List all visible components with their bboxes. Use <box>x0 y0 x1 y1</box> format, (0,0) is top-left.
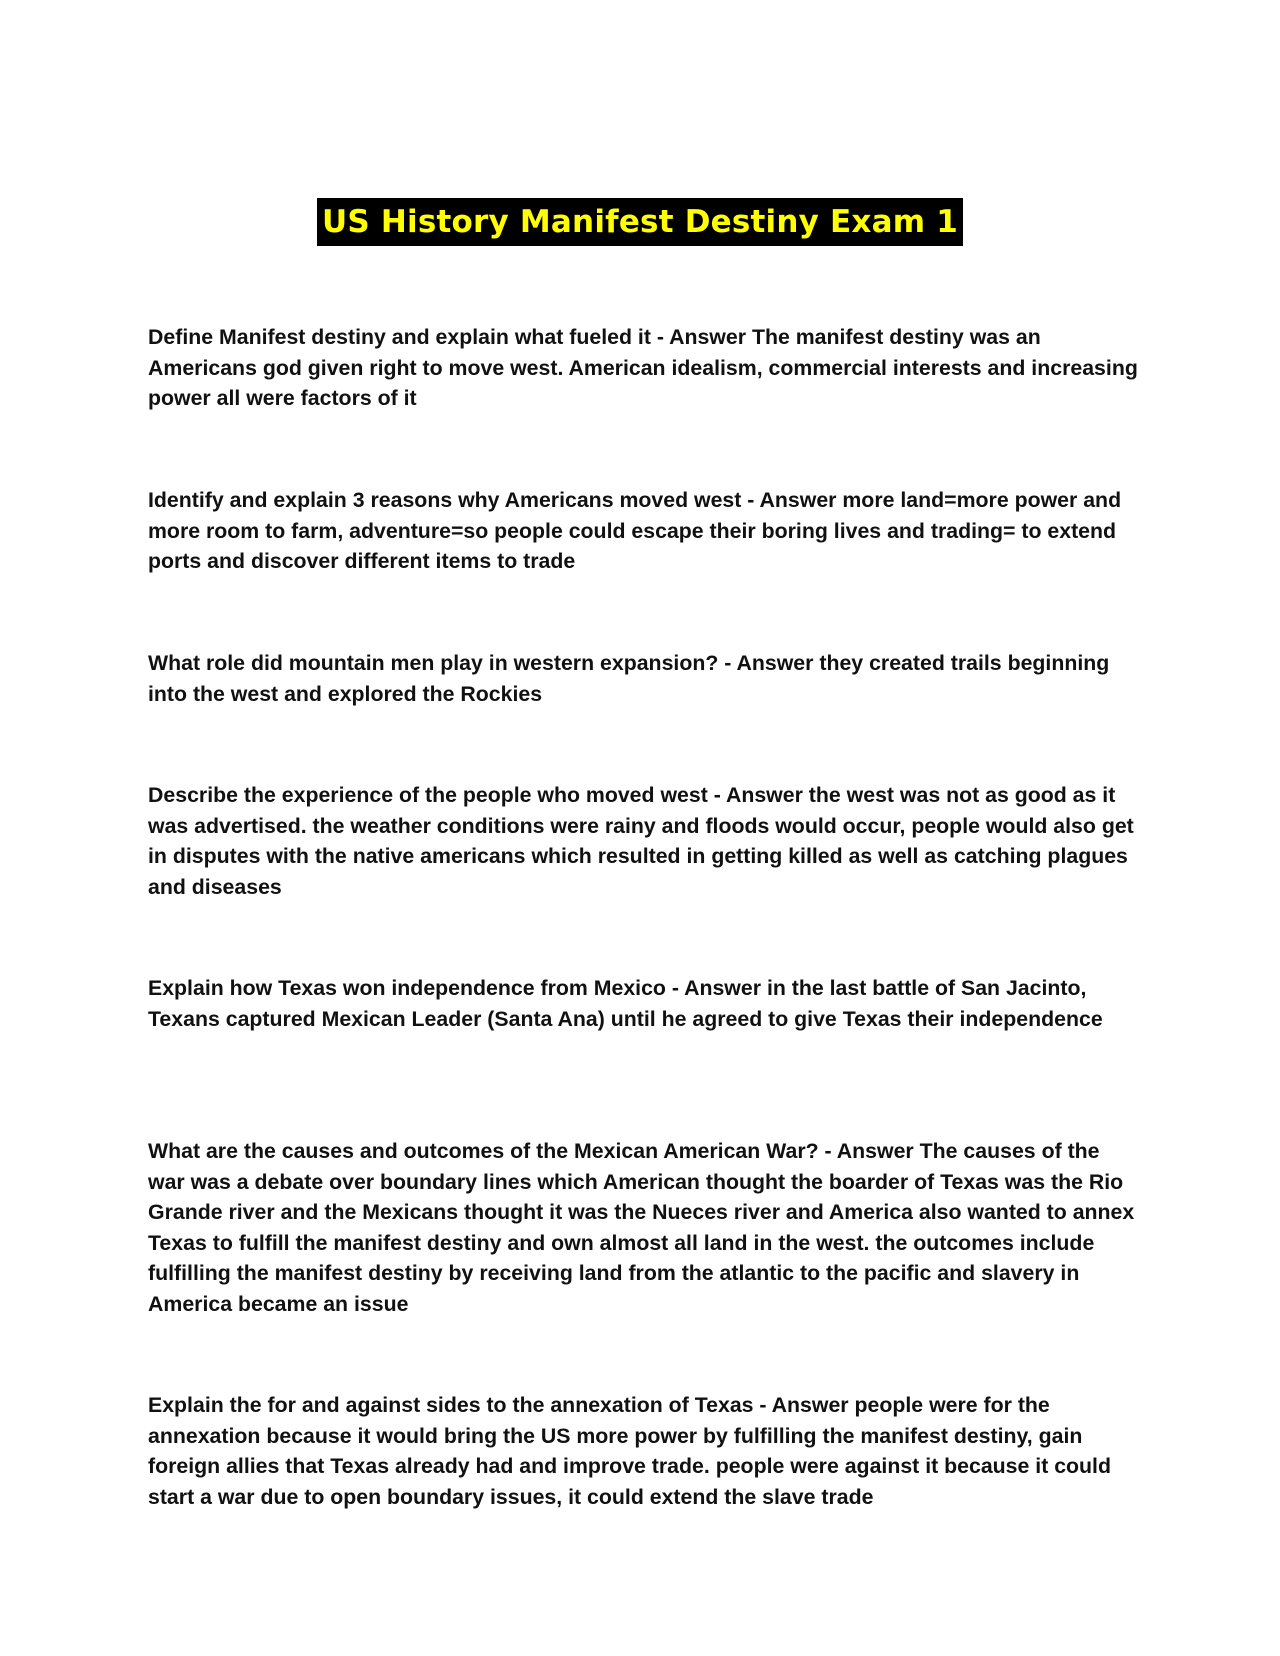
separator: - <box>718 651 737 675</box>
qa-item <box>148 1390 1138 1512</box>
answer-text: people were for the annexation because it would bring the US more power by fulfilling the manifest destiny, gain foreign allies that Texas already had and improve trade. people were against it because it could start a war due to open boundary issues, it could extend the slave trade <box>148 1393 1111 1509</box>
separator: - <box>753 1393 772 1417</box>
qa-item <box>148 973 1138 1034</box>
separator: - <box>741 488 760 512</box>
answer-label: Answer <box>669 325 747 349</box>
title-container <box>0 198 1280 246</box>
answer-text: the west was not as good as it was advertised. the weather conditions were rainy and floods would occur, people would also get in disputes with the native americans which resulted in getting killed as well as catching plagues and diseases <box>148 783 1134 899</box>
document-title: US History Manifest Destiny Exam 1 <box>317 198 963 246</box>
answer-text: more land=more power and more room to farm, adventure=so people could escape their boring lives and trading= to extend ports and discover different items to trade <box>148 488 1122 573</box>
qa-item <box>148 1136 1138 1319</box>
question-text: Explain the for and against sides to the annexation of Texas <box>148 1393 754 1417</box>
qa-item <box>148 322 1138 414</box>
answer-label: Answer <box>759 488 837 512</box>
separator: - <box>707 783 726 807</box>
answer-text: The manifest destiny was an Americans god given right to move west. American idealism, commercial interests and increasing power all were factors of it <box>148 325 1138 410</box>
question-text: What role did mountain men play in western expansion? <box>148 651 719 675</box>
question-text: Describe the experience of the people who moved west <box>148 783 708 807</box>
answer-label: Answer <box>725 783 803 807</box>
answer-label: Answer <box>684 976 762 1000</box>
question-text: Explain how Texas won independence from Mexico <box>148 976 666 1000</box>
answer-text: The causes of the war was a debate over boundary lines which American thought the boarder of Texas was the Rio Grande river and the Mexicans thought it was the Nueces river and America also wanted to annex Texas to fulfill the manifest destiny and own almost all land in the west. the outcomes include fulfilling the manifest destiny by receiving land from the atlantic to the pacific and slavery in America became an issue <box>148 1139 1135 1316</box>
qa-item <box>148 648 1138 709</box>
answer-label: Answer <box>836 1139 914 1163</box>
answer-text: they created trails beginning into the west and explored the Rockies <box>148 651 1110 706</box>
question-text: Define Manifest destiny and explain what fueled it <box>148 325 651 349</box>
answer-label: Answer <box>736 651 814 675</box>
qa-item <box>148 485 1138 577</box>
separator: - <box>818 1139 837 1163</box>
question-text: What are the causes and outcomes of the Mexican American War? <box>148 1139 819 1163</box>
answer-text: in the last battle of San Jacinto, Texans captured Mexican Leader (Santa Ana) until he agreed to give Texas their independence <box>148 976 1103 1031</box>
separator: - <box>665 976 685 1000</box>
answer-label: Answer <box>771 1393 849 1417</box>
question-text: Identify and explain 3 reasons why Americans moved west <box>148 488 742 512</box>
separator: - <box>650 325 670 349</box>
qa-item <box>148 780 1138 902</box>
